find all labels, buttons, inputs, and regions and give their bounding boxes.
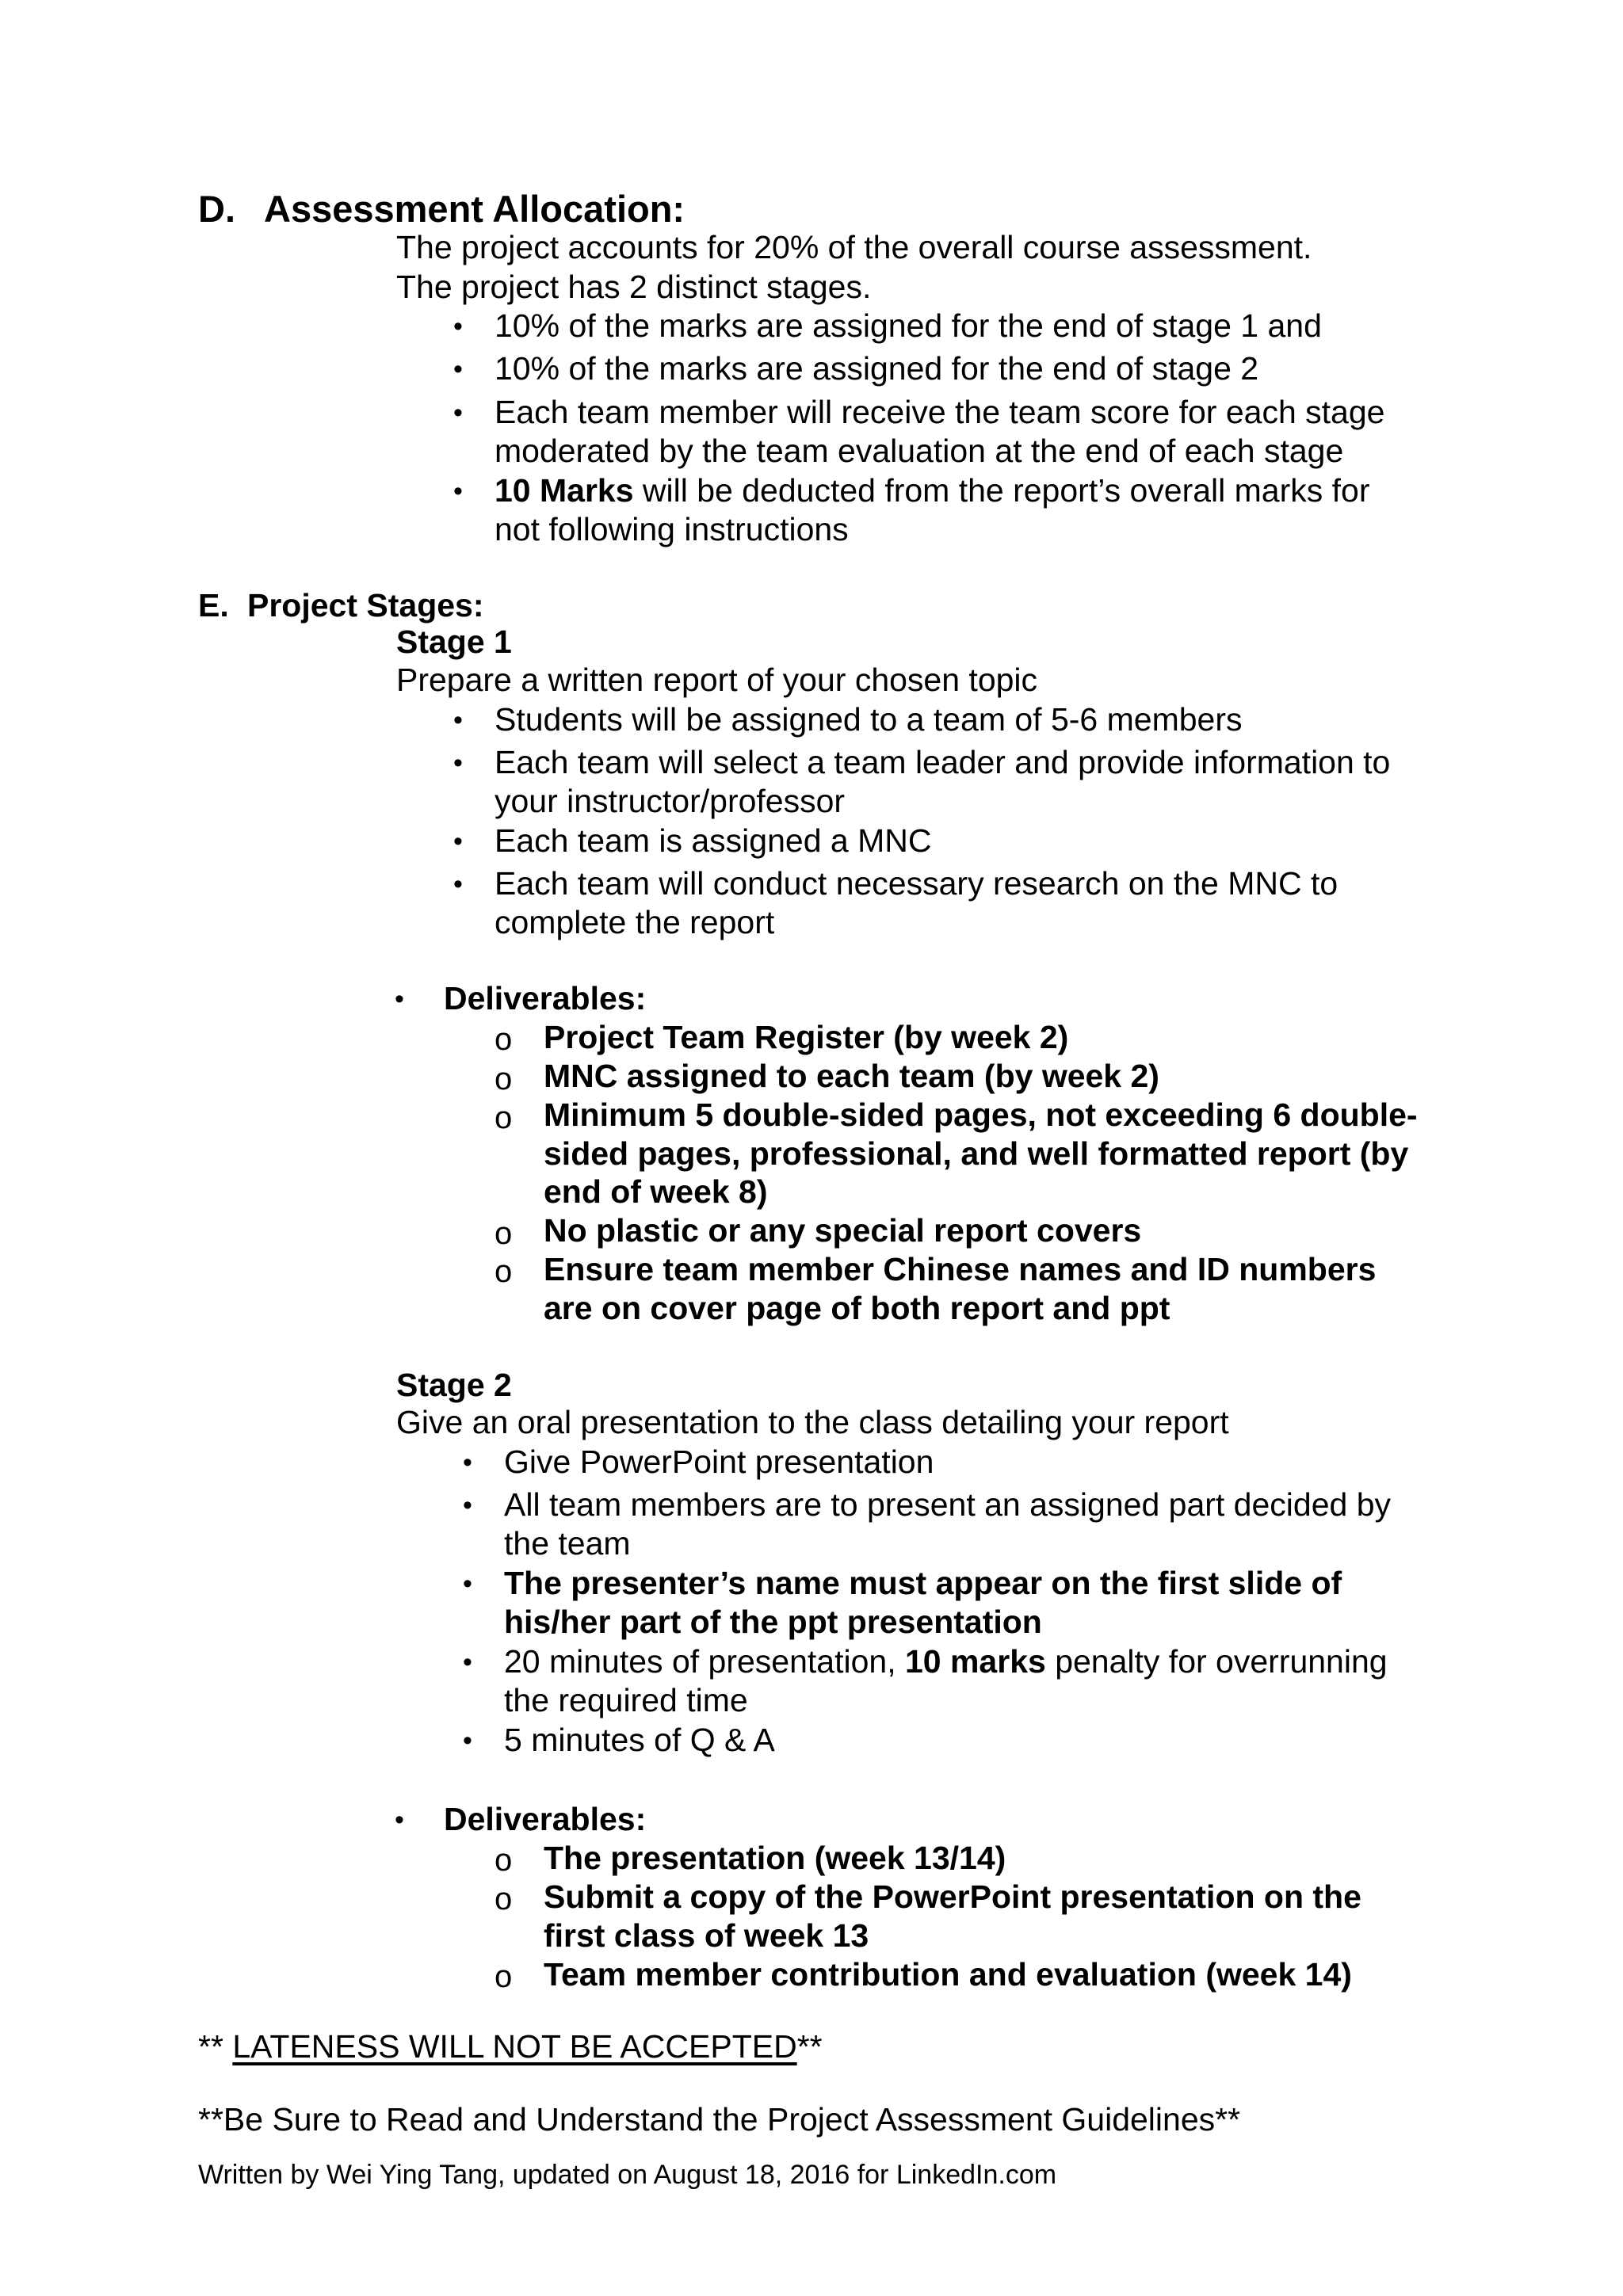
lateness-text: LATENESS WILL NOT BE ACCEPTED [232,2028,797,2065]
bullet-icon: • [453,826,463,856]
list-item: Each team will select a team leader and provide information to [495,744,1391,780]
bullet-icon: • [453,476,463,506]
list-item-continuation: your instructor/professor [495,783,846,819]
list-item-text: will be deducted from the report’s overall marks for [633,472,1370,509]
deliverable-item: Ensure team member Chinese names and ID numbers [544,1251,1377,1287]
stage-2-deliverables-label: Deliverables: [444,1801,647,1837]
bullet-icon: • [453,354,463,384]
emphasis: 10 Marks [495,472,634,509]
list-item: Give PowerPoint presentation [504,1444,934,1480]
stage-1-title: Stage 1 [396,624,512,660]
list-item-continuation: his/her part of the ppt presentation [504,1604,1042,1640]
deliverable-item: MNC assigned to each team (by week 2) [544,1058,1159,1094]
deliverable-item: Team member contribution and evaluation (week 14) [544,1956,1352,1993]
circle-bullet-icon: o [495,1022,513,1057]
list-item: Students will be assigned to a team of 5-6 members [495,701,1243,738]
list-item-text: penalty for overrunning [1045,1643,1388,1680]
circle-bullet-icon: o [495,1843,513,1878]
list-item: Each team is assigned a MNC [495,822,932,859]
asterisks: ** [198,2028,233,2065]
list-item: 10% of the marks are assigned for the end of stage 2 [495,350,1259,387]
bullet-icon: • [463,1726,472,1756]
bullet-icon: • [463,1490,472,1520]
bullet-icon: • [463,1647,472,1677]
list-item: Each team will conduct necessary research on the MNC to [495,865,1338,902]
section-d-intro-1: The project accounts for 20% of the overall course assessment. [396,229,1312,265]
bullet-icon: • [395,984,404,1014]
list-item: All team members are to present an assigned part decided by [504,1486,1391,1523]
bullet-icon: • [453,748,463,778]
list-item-continuation: the required time [504,1682,748,1718]
lateness-notice [198,2028,823,2065]
list-item: 10% of the marks are assigned for the end of stage 1 and [495,307,1322,344]
bullet-icon: • [463,1569,472,1599]
deliverable-item-continuation: end of week 8) [544,1173,768,1210]
list-item [495,472,1370,509]
list-item: Each team member will receive the team score for each stage [495,394,1385,430]
circle-bullet-icon: o [495,1100,513,1135]
bullet-icon: • [395,1805,404,1835]
list-item-continuation: the team [504,1525,631,1562]
stage-1-deliverables-label: Deliverables: [444,980,647,1016]
list-item: 5 minutes of Q & A [504,1722,775,1758]
deliverable-item-continuation: sided pages, professional, and well formatted report (by [544,1135,1409,1172]
deliverable-item-continuation: are on cover page of both report and ppt [544,1290,1170,1326]
circle-bullet-icon: o [495,1959,513,1994]
circle-bullet-icon: o [495,1216,513,1251]
deliverable-item: The presentation (week 13/14) [544,1840,1006,1876]
deliverable-item: No plastic or any special report covers [544,1212,1142,1249]
list-item-continuation: moderated by the team evaluation at the end of each stage [495,433,1344,469]
emphasis: 10 marks [904,1643,1046,1680]
bullet-icon: • [463,1447,472,1478]
deliverable-item-continuation: first class of week 13 [544,1917,869,1954]
bullet-icon: • [453,705,463,735]
footer-credit: Written by Wei Ying Tang, updated on August 18, 2016 for LinkedIn.com [198,2160,1057,2190]
bullet-icon: • [453,311,463,341]
section-d-letter: D. [198,188,235,230]
circle-bullet-icon: o [495,1062,513,1097]
asterisks: ** [796,2028,823,2065]
section-d-intro-2: The project has 2 distinct stages. [396,269,872,305]
circle-bullet-icon: o [495,1254,513,1289]
stage-2-description: Give an oral presentation to the class detailing your report [396,1404,1229,1440]
section-e-title: Project Stages: [247,587,484,624]
circle-bullet-icon: o [495,1882,513,1917]
list-item-continuation: complete the report [495,904,775,940]
bullet-icon: • [453,398,463,428]
list-item-continuation: not following instructions [495,511,849,547]
deliverable-item: Minimum 5 double-sided pages, not exceeding 6 double- [544,1097,1418,1133]
list-item-text: 20 minutes of presentation, [504,1643,905,1680]
list-item [504,1643,1388,1680]
deliverable-item: Submit a copy of the PowerPoint presentation on the [544,1878,1361,1915]
deliverable-item: Project Team Register (by week 2) [544,1019,1069,1055]
stage-2-title: Stage 2 [396,1367,512,1403]
guidelines-notice: **Be Sure to Read and Understand the Project Assessment Guidelines** [198,2101,1241,2138]
section-e-letter: E. [198,587,229,624]
section-d-title: Assessment Allocation: [264,188,685,230]
list-item: The presenter’s name must appear on the first slide of [504,1565,1342,1601]
stage-1-description: Prepare a written report of your chosen topic [396,662,1038,698]
bullet-icon: • [453,869,463,899]
